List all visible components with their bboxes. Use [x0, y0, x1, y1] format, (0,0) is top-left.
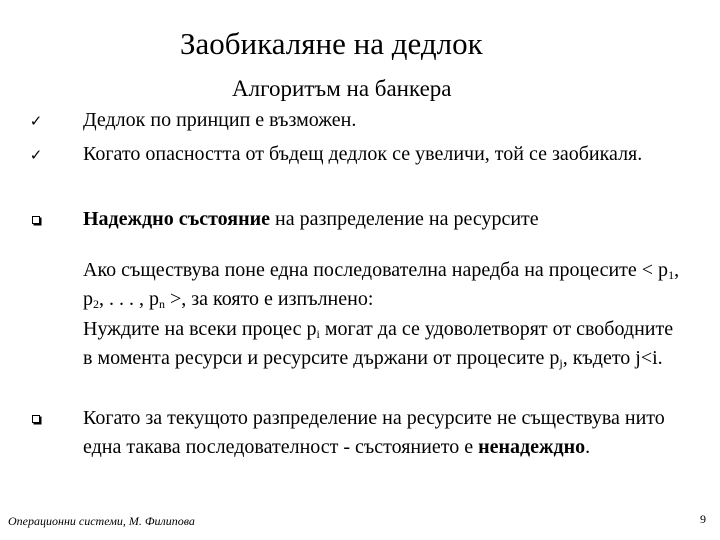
subscript: j: [559, 356, 563, 370]
emphasis-text: ненадеждно: [478, 436, 586, 458]
subscript: n: [159, 297, 165, 311]
list-item: [83, 404, 693, 462]
check-icon: ✓: [29, 146, 43, 164]
subscript: 1: [668, 268, 675, 282]
paragraph-condition: [83, 315, 683, 373]
list-item: Когато опасността от бъдещ дедлок се увеличи, той се заобикаля.: [83, 143, 643, 165]
text-run: >, за която е изпълнено:: [165, 288, 374, 310]
list-item: [83, 205, 713, 234]
text-run: могат да се удоволетворят от свободните в момента ресурси и ресурсите държани от процесите p: [83, 318, 674, 369]
text-run: , p: [83, 259, 680, 310]
slide-subtitle: Алгоритъм на банкера: [232, 76, 452, 101]
slide-title: Заобикаляне на дедлок: [180, 26, 483, 61]
square-bullet-icon: [28, 210, 44, 230]
list-item-text: на разпределение на ресурсите: [270, 208, 539, 230]
emphasis-text: Надеждно състояние: [83, 208, 271, 230]
subscript: i: [316, 327, 320, 341]
text-run: Ако съществува поне една последователна наредба на процесите < p: [83, 259, 669, 281]
square-bullet-icon: [28, 409, 44, 429]
text-run: Нуждите на всеки процес p: [83, 318, 317, 340]
paragraph-sequence: [83, 256, 683, 314]
list-item: Дедлок по принцип е възможен.: [83, 109, 357, 131]
footer-text: Операционни системи, М. Филипова: [8, 514, 195, 528]
subscript: 2: [93, 297, 99, 311]
check-icon: ✓: [29, 112, 43, 130]
list-item-text: Когато за текущото разпределение на ресурсите не съществува нито една такава последователност - състоянието е: [83, 407, 665, 458]
text-run: , където j<i.: [562, 347, 663, 369]
punctuation: .: [585, 436, 591, 458]
page-number: 9: [700, 512, 706, 526]
text-run: , . . . , p: [99, 288, 159, 310]
